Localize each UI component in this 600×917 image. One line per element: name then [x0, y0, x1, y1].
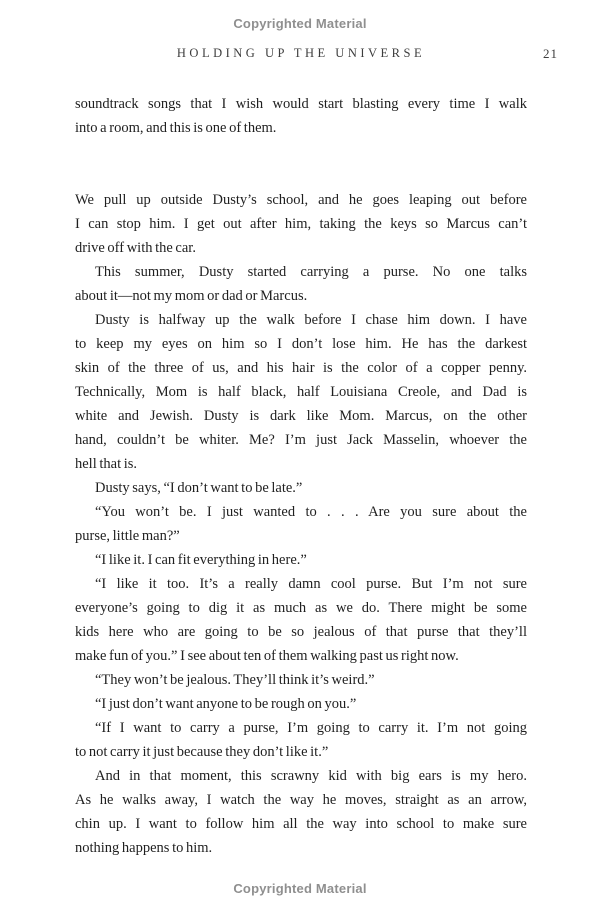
- paragraph: [75, 548, 527, 572]
- paragraph: [75, 188, 527, 260]
- paragraph: [75, 668, 527, 692]
- text-line: “If I want to carry a purse, I’m going to carry it. I’m not going: [95, 720, 527, 736]
- paragraph: [75, 308, 527, 476]
- text-line: “You won’t be. I just wanted to . . . Are you sure about the: [95, 504, 527, 520]
- paragraph: [75, 764, 527, 860]
- paragraph: [75, 716, 527, 764]
- text-line: “I like it. I can fit everything in here.”: [95, 552, 307, 568]
- paragraph: [75, 260, 527, 308]
- paragraph: [75, 500, 527, 548]
- running-header: HOLDING UP THE UNIVERSE: [176, 46, 426, 60]
- paragraph: [75, 692, 527, 716]
- text-line: “I like it too. It’s a really damn cool purse. But I’m not sure: [95, 576, 527, 592]
- text-line: hand, couldn’t be whiter. Me? I’m just Jack Masselin, whoever the: [75, 432, 527, 448]
- text-line: to keep my eyes on him so I don’t lose him. He has the darkest: [75, 336, 527, 352]
- text-line: to not carry it just because they don’t like it.”: [75, 744, 329, 760]
- text-line: everyone’s going to dig it as much as we do. There might be some: [75, 600, 527, 616]
- text-line: about it—not my mom or dad or Marcus.: [75, 288, 308, 304]
- text-line: hell that is.: [75, 456, 138, 472]
- text-line: nothing happens to him.: [75, 840, 213, 856]
- watermark-top: Copyrighted Material: [233, 16, 367, 31]
- text-line: into a room, and this is one of them.: [75, 120, 277, 136]
- paragraph: [75, 92, 527, 140]
- text-line: “They won’t be jealous. They’ll think it’s weird.”: [95, 672, 375, 688]
- text-line: skin of the three of us, and his hair is the color of a copper penny.: [75, 360, 527, 376]
- text-line: white and Jewish. Dusty is dark like Mom. Marcus, on the other: [75, 408, 527, 424]
- text-line: As he walks away, I watch the way he moves, straight as an arrow,: [75, 792, 527, 808]
- text-line: This summer, Dusty started carrying a purse. No one talks: [95, 264, 527, 280]
- text-line: drive off with the car.: [75, 240, 196, 256]
- page-body-text: [75, 92, 527, 860]
- paragraph: [75, 572, 527, 668]
- text-line: make fun of you.” I see about ten of them walking past us right now.: [75, 648, 459, 664]
- text-line: purse, little man?”: [75, 528, 180, 544]
- text-line: Technically, Mom is half black, half Louisiana Creole, and Dad is: [75, 384, 527, 400]
- text-line: “I just don’t want anyone to be rough on you.”: [95, 696, 357, 712]
- text-line: kids here who are going to be so jealous of that purse that they’ll: [75, 624, 527, 640]
- page-number: 21: [543, 46, 558, 61]
- text-line: Dusty says, “I don’t want to be late.”: [95, 480, 303, 496]
- text-line: Dusty is halfway up the walk before I chase him down. I have: [95, 312, 527, 328]
- text-line: I can stop him. I get out after him, taking the keys so Marcus can’t: [75, 216, 527, 232]
- text-line: chin up. I want to follow him all the way into school to make sure: [75, 816, 527, 832]
- text-line: We pull up outside Dusty’s school, and he goes leaping out before: [75, 192, 527, 208]
- watermark-bottom: Copyrighted Material: [233, 881, 367, 896]
- text-line: soundtrack songs that I wish would start blasting every time I walk: [75, 96, 527, 112]
- text-line: And in that moment, this scrawny kid with big ears is my hero.: [95, 768, 527, 784]
- paragraph: [75, 476, 527, 500]
